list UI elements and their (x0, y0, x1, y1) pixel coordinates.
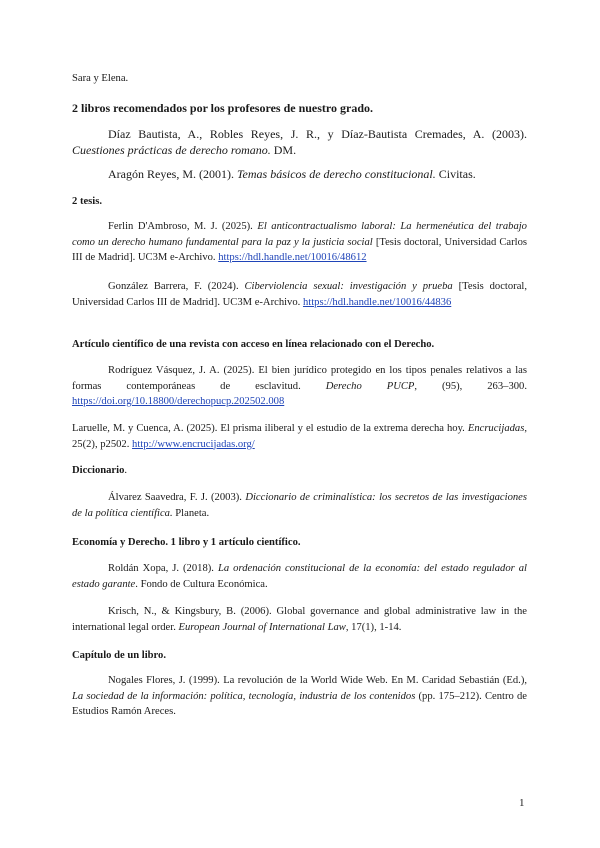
ref-rest: , 25(2), p2502. (72, 423, 527, 450)
ref-authors: Roldán Xopa, J. (2018). (108, 563, 214, 574)
ref-journal: Derecho PUCP (325, 380, 415, 392)
ref-publisher: . Fondo de Cultura Económica. (135, 578, 268, 590)
heading-dictionary-dot: . (124, 465, 128, 476)
ref-title: El anticontractualismo laboral: La hermenéutica del trabajo como un derecho humano fundamental para la paz y la justicia social (72, 221, 527, 248)
reference-econ-1 (72, 561, 527, 592)
reference-book-2 (72, 166, 527, 182)
ref-publisher: DM. (273, 143, 297, 157)
heading-economics: Economía y Derecho. 1 libro y 1 artículo científico. (72, 537, 301, 548)
thesis-1-link[interactable]: https://hdl.handle.net/10016/48612 (218, 252, 367, 263)
ref-journal: Encrucijadas (467, 423, 525, 434)
reference-thesis-2 (72, 279, 527, 310)
ref-title: Cuestiones prácticas de derecho romano. (72, 143, 271, 157)
ref-title: La sociedad de la información: política, tecnología, industria de los contenidos (72, 690, 416, 702)
ref-title: Ciberviolencia sexual: investigación y prueba (244, 281, 453, 292)
ref-authors: Nogales Flores, J. (1999). La revolución de la World Wide Web. En M. Caridad Sebastián (Ed.), (108, 675, 527, 686)
heading-dictionary (72, 463, 527, 479)
ref-publisher: Civitas. (438, 167, 476, 181)
heading-chapter: Capítulo de un libro. (72, 650, 166, 661)
reference-article-2 (72, 421, 527, 452)
thesis-2-link[interactable]: https://hdl.handle.net/10016/44836 (302, 296, 452, 308)
ref-rest: [Tesis doctoral, Universidad Carlos III de Madrid]. UC3M e-Archivo. (72, 236, 528, 263)
ref-title: La ordenación constitucional de la economía: del estado regulador al estado garante (72, 563, 528, 590)
reference-thesis-1 (72, 219, 527, 266)
reference-chapter-1 (72, 673, 527, 720)
ref-title: Temas básicos de derecho constitucional. (236, 167, 436, 181)
ref-authors: Álvarez Saavedra, F. J. (2003). (108, 492, 242, 503)
reference-article-1 (72, 363, 527, 410)
reference-book-1 (72, 126, 527, 158)
reference-econ-2 (72, 604, 527, 635)
ref-authors: Krisch, N., & Kingsbury, B. (2006). Global governance and global administrative law in the international legal order. (72, 606, 527, 633)
ref-rest: , (95), 263–300. (414, 380, 527, 392)
ref-authors: González Barrera, F. (2024). (108, 281, 239, 292)
heading-books: 2 libros recomendados por los profesores de nuestro grado. (72, 101, 374, 115)
article-2-link[interactable]: http://www.encrucijadas.org/ (132, 438, 255, 450)
heading-dictionary-text: Diccionario (72, 465, 125, 476)
reference-dictionary-1 (72, 490, 527, 521)
heading-article: Artículo científico de una revista con acceso en línea relacionado con el Derecho. (72, 339, 435, 350)
page-number: 1 (519, 797, 525, 809)
ref-authors: Rodríguez Vásquez, J. A. (2025). El bien jurídico protegido en los tipos penales relativos a las formas contemporáneas de esclavitud. (72, 365, 527, 392)
ref-journal: European Journal of International Law (178, 621, 346, 633)
ref-rest: [Tesis doctoral, Universidad Carlos III de Madrid]. UC3M e-Archivo. (72, 281, 527, 308)
ref-authors: Aragón Reyes, M. (2001). (108, 167, 234, 181)
intro-line: Sara y Elena. (72, 73, 129, 84)
ref-authors: Laruelle, M. y Cuenca, A. (2025). El prisma iliberal y el estudio de la extrema derecha hoy. (72, 423, 465, 434)
ref-title: Diccionario de criminalística: los secretos de las investigaciones de la política científica. (72, 492, 527, 519)
ref-authors: Ferlin D'Ambroso, M. J. (2025). (108, 221, 253, 232)
ref-publisher: Planeta. (175, 507, 210, 519)
ref-authors: Díaz Bautista, A., Robles Reyes, J. R., y Díaz-Bautista Cremades, A. (2003). (108, 127, 527, 141)
article-1-link[interactable]: https://doi.org/10.18800/derechopucp.202502.008 (72, 396, 285, 407)
ref-rest: , 17(1), 1-14. (345, 621, 402, 633)
heading-theses: 2 tesis. (72, 196, 103, 207)
ref-rest: (pp. 175–212). Centro de Estudios Ramón Areces. (72, 690, 527, 717)
